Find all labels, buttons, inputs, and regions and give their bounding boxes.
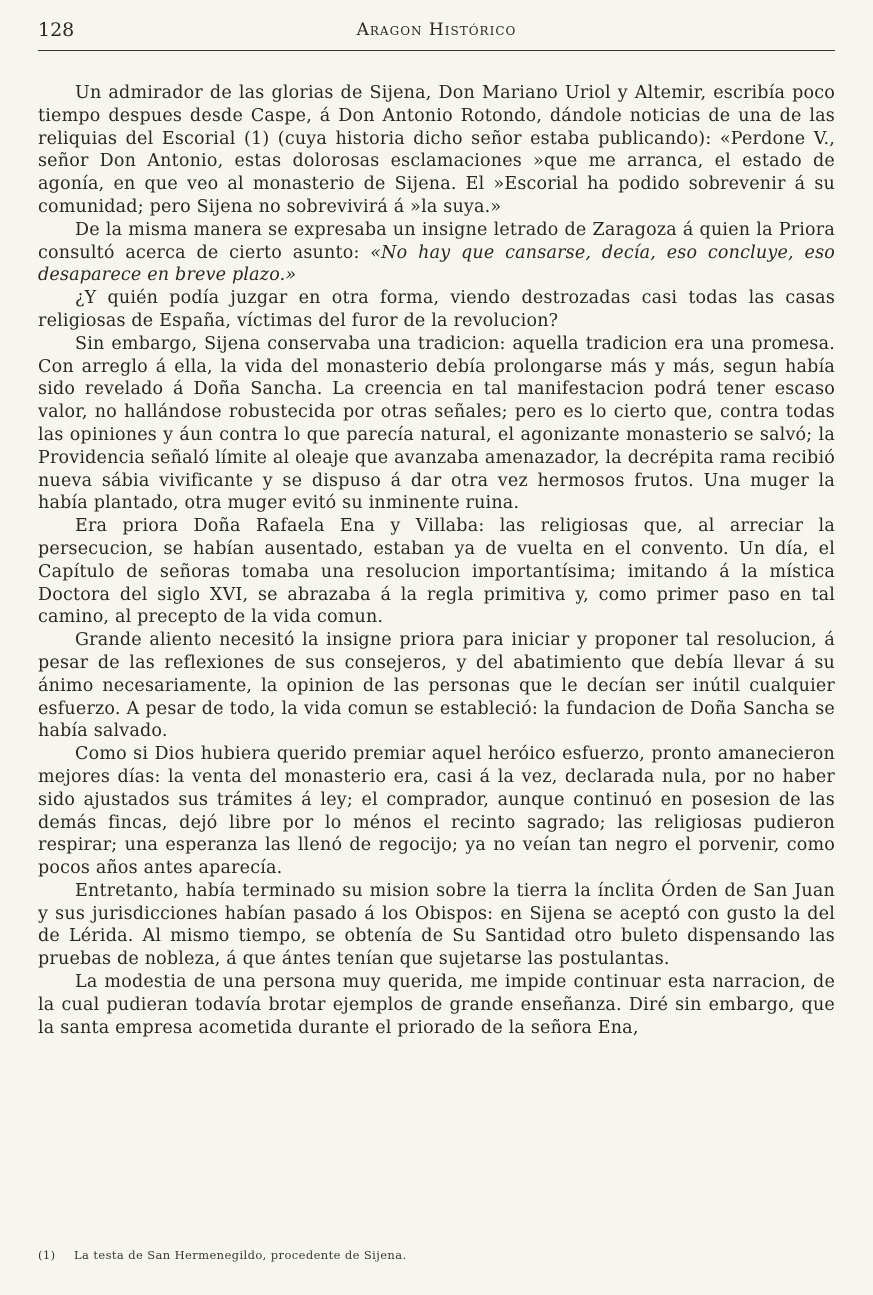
body-text [38,82,835,1039]
page [38,12,835,1039]
footnote-text: La testa de San Hermenegildo, procedente de Sijena. [74,1248,407,1262]
paragraph-6: Grande aliento necesitó la insigne priora para iniciar y proponer tal resolucion, á pesar de las reflexiones de sus consejeros, y del abatimiento que debía llevar á su ánimo necesariamente, la opinion de las personas que le decían ser inútil cualquier esfuerzo. A pesar de todo, la vida comun se estableció: la fundacion de Doña Sancha se había salvado. [38,630,835,742]
footnote-mark: (1) [38,1248,56,1262]
header-rule [38,50,835,51]
paragraph-4: Sin embargo, Sijena conservaba una tradicion: aquella tradicion era una promesa. Con arreglo á ella, la vida del monasterio debía prolongarse más y más, segun había sido revelado á Doña Sancha. La creencia en tal manifestacion podrá tener escaso valor, no hallándose robustecida por otras señales; pero es lo cierto que, contra todas las opiniones y áun contra lo que parecía natural, el agonizante monasterio se salvó; la Providencia señaló límite al oleaje que avanzaba amenazador, la decrépita rama recibió nueva sábia vivificante y se dispuso á dar otra vez hermosos frutos. Una muger la había plantado, otra muger evitó su inminente ruina. [38,333,835,514]
page-number: 128 [38,19,75,41]
paragraph-5: Era priora Doña Rafaela Ena y Villaba: las religiosas que, al arreciar la persecucion, se habían ausentado, estaban ya de vuelta en el convento. Un día, el Capítulo de señoras tomaba una resolucion importantísima; imitando á la mística Doctora del siglo XVI, se abrazaba á la regla primitiva y, como primer paso en tal camino, al precepto de la vida comun. [38,516,835,628]
paragraph-1: Un admirador de las glorias de Sijena, Don Mariano Uriol y Altemir, escribía poco tiempo despues desde Caspe, á Don Antonio Rotondo, dándole noticias de una de las reliquias del Escorial (1) (cuya historia dicho señor estaba publicando): «Perdone V., señor Don Antonio, estas dolorosas esclamaciones »que me arranca, el estado de agonía, en que veo al monasterio de Sijena. El »Escorial ha podido sobrevenir á su comunidad; pero Sijena no sobrevivirá á »la suya.» [38,83,835,217]
paragraph-2-text: De la misma manera se expresaba un insigne letrado de Zaragoza á quien la Priora consultó acerca de cierto asunto: [38,219,835,263]
page-header [38,12,835,52]
paragraph-7: Como si Dios hubiera querido premiar aquel heróico esfuerzo, pronto amanecieron mejores días: la venta del monasterio era, casi á la vez, declarada nula, por no haber sido ajustados sus trámites á ley; el comprador, aunque continuó en posesion de las demás fincas, dejó libre por lo ménos el recinto sagrado; las religiosas pudieron respirar; una esperanza las llenó de regocijo; ya no veían tan negro el porvenir, como pocos años antes aparecía. [38,744,835,879]
paragraph-3: ¿Y quién podía juzgar en otra forma, viendo destrozadas casi todas las casas religiosas de España, víctimas del furor de la revolucion? [38,288,835,331]
paragraph-2-quote: «No hay que cansarse, decía, eso concluye, eso desaparece en breve plazo.» [38,242,835,286]
paragraph-8: Entretanto, había terminado su mision sobre la tierra la ínclita Órden de San Juan y sus jurisdicciones habían pasado á los Obispos: en Sijena se aceptó con gusto la del de Lérida. Al mismo tiempo, se obtenía de Su Santidad otro buleto dispensando las pruebas de nobleza, á que ántes tenían que sujetarse las postulantas. [38,880,835,970]
paragraph-9: La modestia de una persona muy querida, me impide continuar esta narracion, de la cual pudieran todavía brotar ejemplos de grande enseñanza. Diré sin embargo, que la santa empresa acometida durante el priorado de la señora Ena, [38,972,835,1038]
paragraph-2 [38,219,835,287]
footnote [38,1248,835,1262]
running-head: Aragon Histórico [356,20,517,40]
